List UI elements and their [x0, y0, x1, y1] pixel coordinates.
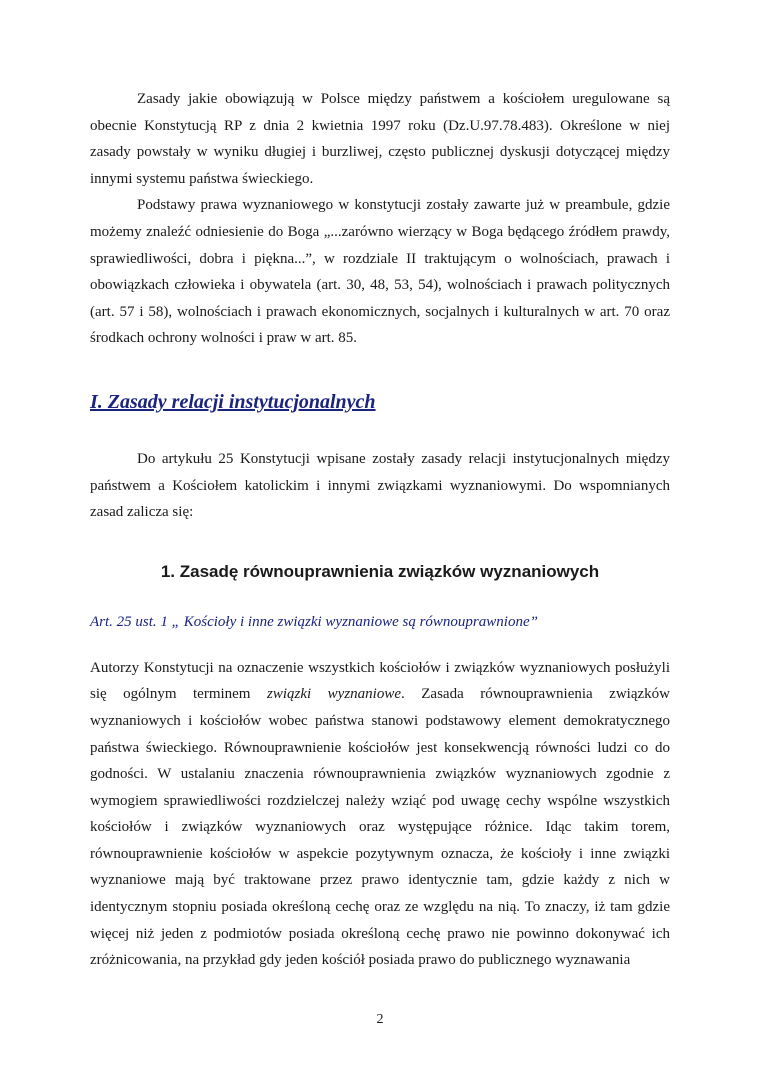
paragraph-equality-part1: Autorzy Konstytucji na oznaczenie wszystkich kościołów i związków wyznaniowych posłużyli się ogólnym terminem [90, 659, 670, 703]
paragraph-legal-basis: Podstawy prawa wyznaniowego w konstytucji zostały zawarte już w preambule, gdzie możemy znaleźć odniesienie do Boga „...zarówno wierzący w Boga będącego źródłem prawdy, sprawiedliwości, dobra i piękna...”, w rozdziale II traktującym o wolnościach, prawach i obowiązkach człowieka i obywatela (art. 30, 48, 53, 54), wolnościach i prawach politycznych (art. 57 i 58), wolnościach i prawach ekonomicznych, socjalnych i kulturalnych w art. 70 oraz środkach ochrony wolności i praw w art. 85. [90, 197, 670, 347]
paragraph-equality-part2: . Zasada równouprawnienia związków wyznaniowych i kościołów wobec państwa stanowi podstawowy element demokratycznego państwa świeckiego. Równouprawnienie kościołów jest konsekwencją równości ludzi co do godności. W ustalaniu znaczenia równouprawnienia związków wyznaniowych zgodnie z wymogiem sprawiedliwości rozdzielczej należy wziąć pod uwagę cechy wspólne wszystkich kościołów i związków wyznaniowych oraz występujące różnice. Idąc takim torem, równouprawnienie kościołów w aspekcie pozytywnym oznacza, że kościoły i inne związki wyznaniowe mają być traktowane przez prawo identycznie tam, gdzie każdy z nich w identycznym stopniu posiada określoną cechę oraz ze względu na nią. To znaczy, iż tam gdzie więcej niż jeden z podmiotów posiada określoną cechę prawo nie powinno dokonywać ich zróżnicowania, na przykład gdy jeden kościół posiada prawo do publicznego wyznawania [90, 686, 670, 969]
document-page [90, 86, 670, 974]
paragraph-article-25: Do artykułu 25 Konstytucji wpisane zostały zasady relacji instytucjonalnych między państwem a Kościołem katolickim i innymi związkami wyznaniowymi. Do wspomnianych zasad zalicza się: [90, 450, 670, 521]
paragraph-intro: Zasady jakie obowiązują w Polsce między państwem a kościołem uregulowane są obecnie Konstytucją RP z dnia 2 kwietnia 1997 roku (Dz.U.97.78.483). Określone w niej zasady powstały w wyniku długiej i burzliwej, często publicznej dyskusji dotyczącej między innymi systemu państwa świeckiego. [90, 91, 670, 187]
paragraph-equality [90, 655, 670, 974]
term-emphasis: związki wyznaniowe [266, 686, 401, 703]
page-number: 2 [376, 1012, 384, 1027]
article-quote: Art. 25 ust. 1 „ Kościoły i inne związki wyznaniowe są równouprawnione” [90, 613, 538, 630]
section-title: I. Zasady relacji instytucjonalnych [90, 390, 376, 413]
subsection-title: 1. Zasadę równouprawnienia związków wyznaniowych [160, 561, 600, 581]
spacer [90, 416, 670, 446]
